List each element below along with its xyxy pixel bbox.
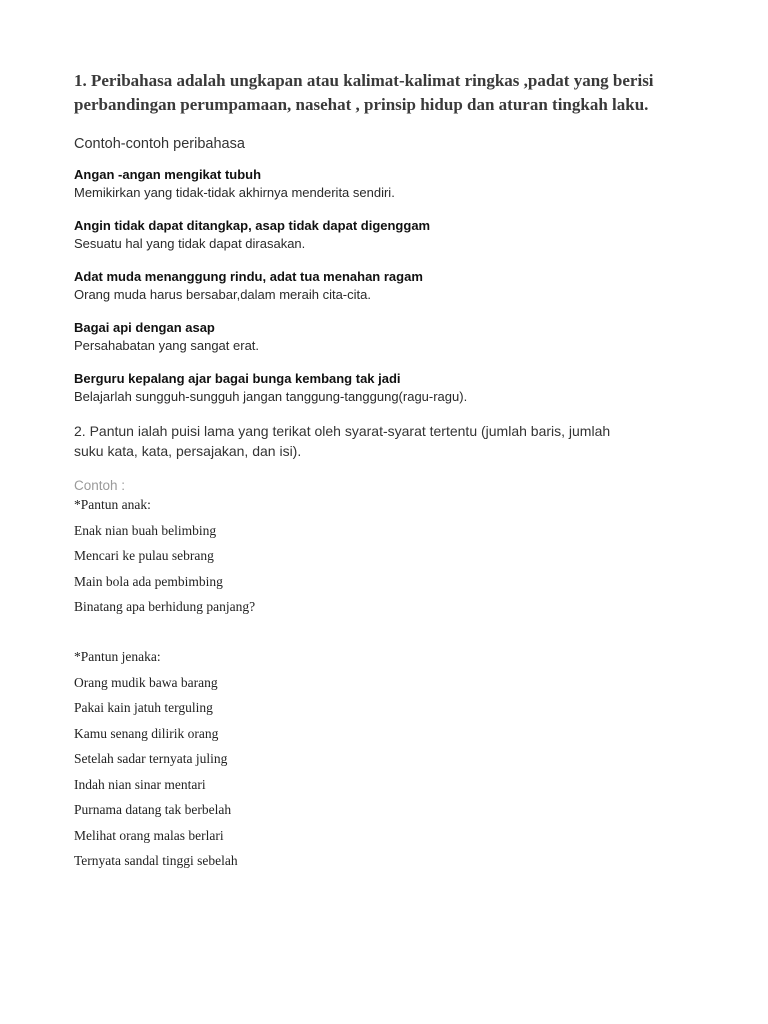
pantun-definition-line-2: suku kata, kata, persajakan, dan isi).	[74, 443, 302, 459]
proverb-title: Berguru kepalang ajar bagai bunga kembang tak jadi	[74, 371, 401, 386]
proverb-title: Angin tidak dapat ditangkap, asap tidak dapat digenggam	[74, 218, 431, 233]
pantun-jenaka-heading: *Pantun jenaka:	[74, 649, 161, 664]
pantun-line: Main bola ada pembimbing	[74, 573, 223, 589]
proverb-item	[74, 268, 704, 304]
proverb-item	[74, 370, 704, 406]
examples-title: Contoh-contoh peribahasa	[74, 136, 245, 152]
pantun-line: Kamu senang dilirik orang	[74, 725, 219, 741]
pantun-line: Ternyata sandal tinggi sebelah	[74, 853, 238, 868]
peribahasa-definition-line-1: 1. Peribahasa adalah ungkapan atau kalimat-kalimat ringkas ,padat yang berisi	[74, 71, 654, 90]
proverb-meaning: Sesuatu hal yang tidak dapat dirasakan.	[74, 236, 306, 251]
proverb-meaning: Belajarlah sungguh-sungguh jangan tanggung-tanggung(ragu-ragu).	[74, 389, 468, 404]
proverb-item	[74, 217, 704, 253]
proverb-meaning: Orang muda harus bersabar,dalam meraih cita-cita.	[74, 287, 371, 302]
proverb-title: Angan -angan mengikat tubuh	[74, 167, 262, 182]
peribahasa-definition-line-2: perbandingan perumpamaan, nasehat , prinsip hidup dan aturan tingkah laku.	[74, 95, 649, 114]
pantun-line: Pakai kain jatuh terguling	[74, 700, 213, 715]
pantun-anak	[74, 496, 704, 616]
proverb-item	[74, 166, 704, 202]
pantun-line: Purnama datang tak berbelah	[74, 802, 232, 817]
proverb-meaning: Persahabatan yang sangat erat.	[74, 338, 260, 353]
pantun-anak-heading: *Pantun anak:	[74, 497, 151, 512]
contoh-label: Contoh :	[74, 478, 126, 493]
proverb-item	[74, 319, 704, 355]
pantun-line: Binatang apa berhidung panjang?	[74, 599, 256, 614]
document-page	[74, 69, 704, 870]
pantun-jenaka	[74, 648, 704, 870]
peribahasa-definition	[74, 69, 704, 117]
proverb-meaning: Memikirkan yang tidak-tidak akhirnya menderita sendiri.	[74, 185, 395, 200]
pantun-definition	[74, 421, 704, 461]
pantun-line: Setelah sadar ternyata juling	[74, 751, 228, 766]
proverb-title: Adat muda menanggung rindu, adat tua menahan ragam	[74, 269, 423, 284]
pantun-line: Melihat orang malas berlari	[74, 827, 224, 843]
pantun-line: Indah nian sinar mentari	[74, 776, 206, 792]
pantun-line: Enak nian buah belimbing	[74, 522, 217, 538]
pantun-line: Mencari ke pulau sebrang	[74, 548, 214, 563]
pantun-definition-line-1: 2. Pantun ialah puisi lama yang terikat oleh syarat-syarat tertentu (jumlah baris, jumlah	[74, 423, 611, 439]
proverb-title: Bagai api dengan asap	[74, 320, 215, 335]
pantun-line: Orang mudik bawa barang	[74, 674, 218, 690]
proverb-list	[74, 166, 704, 406]
